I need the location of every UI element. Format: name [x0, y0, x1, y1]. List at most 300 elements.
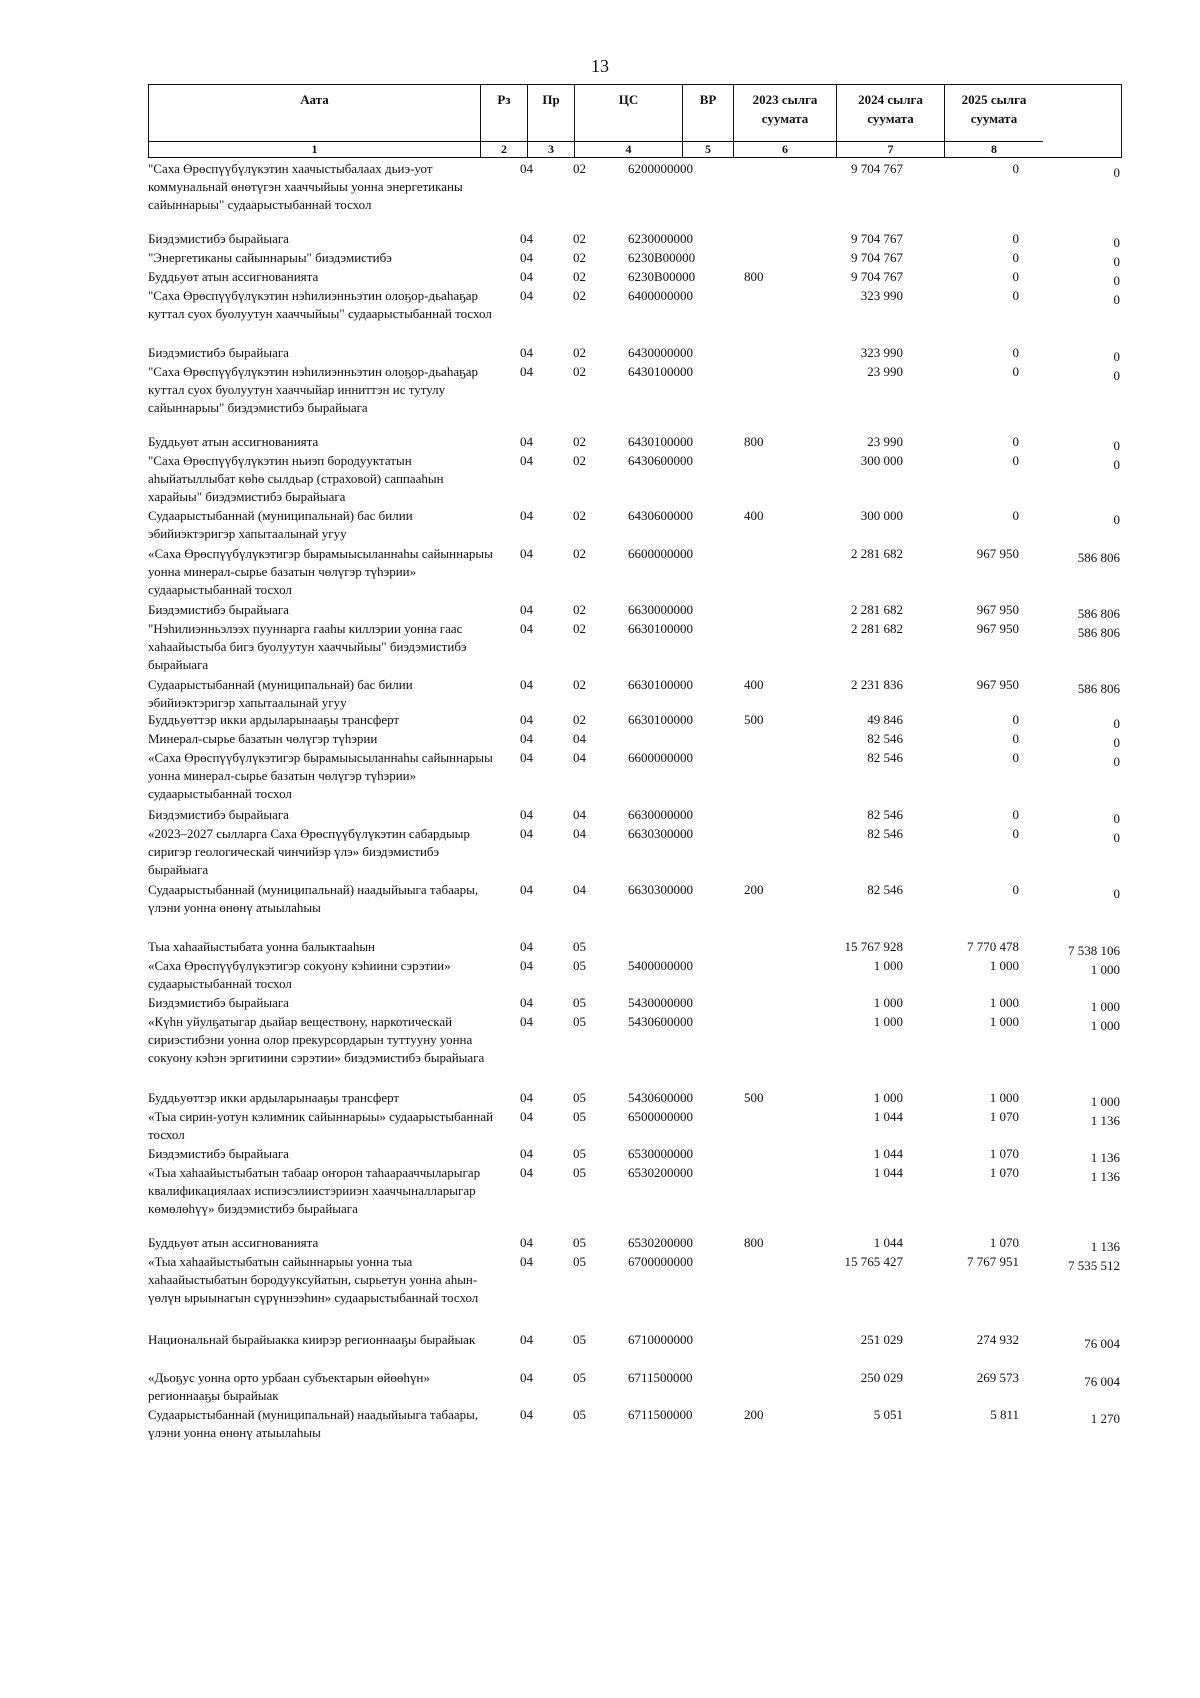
row-2024: 0	[1012, 453, 1019, 468]
header-cell	[837, 85, 945, 157]
row-name: «Саха Өрөспүүбүлүкэтигэр бырамыысыланнаһы сайыннарыы уонна минерал-сырье базатын чөлүгэр түһэрии» судаарыстыбаннай тосхол	[148, 750, 493, 801]
row-2025-value: 1 136	[1090, 1113, 1120, 1128]
row-cs: 5430600000	[628, 1090, 693, 1105]
row-2024: 0	[1012, 434, 1019, 449]
row-name: «Дьоҕус уонна орто урбаан субъектарын өйөөһүн» регионнааҕы бырайыак	[148, 1370, 430, 1403]
row-rz: 04	[520, 1254, 533, 1269]
table-row	[148, 676, 1122, 712]
row-rz: 04	[520, 939, 533, 954]
row-rz: 04	[520, 1407, 533, 1422]
row-name: Минерал-сырье базатын чөлүгэр түһэрии	[148, 731, 378, 746]
row-cs: 6630000000	[628, 602, 693, 617]
row-pr: 04	[573, 807, 586, 822]
row-rz: 04	[520, 1370, 533, 1385]
row-2023: 9 704 767	[851, 231, 903, 246]
row-rz: 04	[520, 364, 533, 379]
row-2024: 0	[1012, 269, 1019, 284]
row-pr: 02	[573, 602, 586, 617]
row-rz: 04	[520, 453, 533, 468]
row-2024: 1 000	[989, 1014, 1019, 1029]
row-cs: 6711500000	[628, 1407, 693, 1422]
row-2025-value: 0	[1113, 886, 1120, 901]
table-row	[148, 1253, 1122, 1307]
row-2024: 0	[1012, 826, 1019, 841]
row-vr: 500	[744, 1090, 764, 1105]
row-name: «Саха Өрөспүүбүлүкэтигэр бырамыысыланнаһы сайыннарыы уонна минерал-сырье базатын чөлүгэр түһэрии» судаарыстыбаннай тосхол	[148, 546, 493, 597]
row-name: Национальнай бырайыакка киирэр регионнааҕы бырайыак	[148, 1332, 476, 1347]
row-name: «Саха Өрөспүүбүлүкэтигэр сокуону кэһиини сэрэтии» судаарыстыбаннай тосхол	[148, 958, 451, 991]
header-column-number: 5	[683, 141, 733, 157]
row-2024: 967 950	[976, 621, 1019, 636]
header-column-number: 6	[734, 141, 836, 157]
row-name: Биэдэмистибэ бырайыага	[148, 1146, 289, 1161]
row-name: Биэдэмистибэ бырайыага	[148, 995, 289, 1010]
row-cs: 6200000000	[628, 161, 693, 176]
row-rz: 04	[520, 882, 533, 897]
row-name: «Тыа сирин-уотун кэлимник сайыннарыы» судаарыстыбаннай тосхол	[148, 1109, 494, 1142]
header-label: 2024 сылга суумата	[858, 92, 923, 126]
row-2023: 1 000	[873, 1090, 903, 1105]
header-cell	[734, 85, 837, 157]
row-pr: 04	[573, 750, 586, 765]
row-2025	[1023, 825, 1122, 879]
row-rz: 04	[520, 995, 533, 1010]
row-vr: 200	[744, 882, 764, 897]
row-2024: 1 070	[989, 1109, 1019, 1124]
row-2025-value: 586 806	[1077, 550, 1120, 565]
row-pr: 05	[573, 1407, 586, 1422]
table-row	[148, 507, 1122, 543]
row-cs: 6630100000	[628, 621, 693, 636]
row-name: Буддьуөт атын ассигнованията	[148, 434, 319, 449]
row-2023: 82 546	[867, 826, 903, 841]
row-name: Биэдэмистибэ бырайыага	[148, 345, 289, 360]
row-2023: 1 044	[873, 1146, 903, 1161]
row-2024: 0	[1012, 750, 1019, 765]
header-column-number: 7	[837, 141, 944, 157]
row-2025	[1023, 620, 1122, 674]
row-pr: 04	[573, 731, 586, 746]
table-header	[148, 84, 1122, 158]
page-number: 13	[591, 56, 609, 76]
row-2025	[1023, 1164, 1122, 1218]
row-rz: 04	[520, 231, 533, 246]
row-pr: 05	[573, 1090, 586, 1105]
row-name: Буддьуөт атын ассигнованията	[148, 269, 319, 284]
row-2025-value: 1 000	[1090, 1094, 1120, 1109]
row-2023: 323 990	[860, 288, 903, 303]
row-2025-value: 76 004	[1084, 1336, 1120, 1351]
table-row	[148, 1406, 1122, 1442]
row-vr	[734, 1164, 791, 1218]
row-cs: 6630300000	[628, 826, 693, 841]
header-column-number: 3	[528, 141, 574, 157]
row-rz: 04	[520, 958, 533, 973]
row-2024: 0	[1012, 712, 1019, 727]
row-cs: 6230В00000	[628, 250, 696, 265]
table-row	[148, 1331, 1122, 1353]
row-name: Судаарыстыбаннай (муниципальнай) наадыйыыга табаары, үлэни уонна өнөнү атыылаһыы	[148, 882, 479, 915]
row-cs: 6230000000	[628, 231, 693, 246]
table-row	[148, 1108, 1122, 1144]
row-rz: 04	[520, 621, 533, 636]
row-2025-value: 0	[1113, 292, 1120, 307]
row-2024: 1 000	[989, 1090, 1019, 1105]
row-2024: 1 000	[989, 958, 1019, 973]
row-rz: 04	[520, 345, 533, 360]
row-pr: 05	[573, 1235, 586, 1250]
row-pr: 05	[573, 1254, 586, 1269]
header-column-number: 8	[945, 141, 1043, 157]
row-2025	[1023, 1331, 1122, 1353]
row-vr	[734, 363, 791, 417]
header-column-number: 4	[575, 141, 682, 157]
row-pr: 04	[573, 826, 586, 841]
row-vr	[734, 1108, 791, 1144]
row-vr: 800	[744, 269, 764, 284]
table-row	[148, 287, 1122, 323]
row-vr: 400	[744, 508, 764, 523]
header-cell	[481, 85, 528, 157]
row-2025-value: 1 000	[1090, 1018, 1120, 1033]
row-cs: 6400000000	[628, 288, 693, 303]
row-cs: 6630000000	[628, 807, 693, 822]
row-rz: 04	[520, 546, 533, 561]
row-pr: 02	[573, 288, 586, 303]
row-vr	[734, 452, 791, 506]
row-2023: 82 546	[867, 750, 903, 765]
row-2024: 0	[1012, 161, 1019, 176]
row-2025-value: 7 538 106	[1068, 943, 1120, 958]
header-cell	[528, 85, 575, 157]
row-pr: 05	[573, 1332, 586, 1347]
row-pr: 02	[573, 677, 586, 692]
row-2023: 5 051	[873, 1407, 903, 1422]
row-2023: 2 281 682	[851, 602, 903, 617]
row-pr: 05	[573, 958, 586, 973]
row-2025-value: 586 806	[1077, 681, 1120, 696]
row-2025-value: 0	[1113, 735, 1120, 750]
row-pr: 05	[573, 1109, 586, 1124]
row-rz: 04	[520, 161, 533, 176]
row-2025	[1023, 1108, 1122, 1144]
row-rz: 04	[520, 826, 533, 841]
row-2024: 0	[1012, 288, 1019, 303]
row-pr: 02	[573, 364, 586, 379]
row-2023: 251 029	[860, 1332, 903, 1347]
row-rz: 04	[520, 1235, 533, 1250]
row-2025	[1023, 1013, 1122, 1067]
header-cell	[945, 85, 1043, 157]
row-2025-value: 0	[1113, 368, 1120, 383]
row-2025-value: 586 806	[1077, 625, 1120, 640]
row-2024: 0	[1012, 345, 1019, 360]
row-2024: 967 950	[976, 677, 1019, 692]
row-cs: 6600000000	[628, 546, 693, 561]
row-2024: 1 070	[989, 1146, 1019, 1161]
row-2023: 2 281 682	[851, 546, 903, 561]
row-rz: 04	[520, 731, 533, 746]
row-rz: 04	[520, 712, 533, 727]
row-rz: 04	[520, 434, 533, 449]
row-cs: 6530000000	[628, 1146, 693, 1161]
row-name: Судаарыстыбаннай (муниципальнай) наадыйыыга табаары, үлэни уонна өнөнү атыылаһыы	[148, 1407, 479, 1440]
row-vr	[734, 545, 791, 599]
row-cs: 6230В00000	[628, 269, 696, 284]
row-cs: 5430000000	[628, 995, 693, 1010]
header-cell	[149, 85, 481, 157]
row-vr	[734, 825, 791, 879]
header-label: ВР	[699, 92, 717, 107]
row-2024: 1 070	[989, 1235, 1019, 1250]
row-2025	[1023, 1253, 1122, 1307]
row-2024: 7 770 478	[967, 939, 1019, 954]
row-pr: 02	[573, 621, 586, 636]
row-cs: 6430100000	[628, 434, 693, 449]
row-pr: 05	[573, 1146, 586, 1161]
row-pr: 05	[573, 1014, 586, 1029]
header-label: Пр	[542, 92, 560, 107]
row-2025	[1023, 676, 1122, 712]
table-row	[148, 957, 1122, 993]
row-name: "Саха Өрөспүүбүлүкэтин нэһилиэнньэтин олоҕор-дьаһаҕар куттал суох буолуутун хааччыйыы" судаарыстыбаннай тосхол	[148, 288, 492, 321]
row-rz: 04	[520, 602, 533, 617]
row-vr	[734, 957, 791, 993]
row-2025-value: 1 136	[1090, 1169, 1120, 1184]
table-row	[148, 1369, 1122, 1405]
table-row	[148, 1164, 1122, 1218]
row-cs: 6430000000	[628, 345, 693, 360]
row-pr: 02	[573, 453, 586, 468]
row-2024: 0	[1012, 364, 1019, 379]
row-2025	[1023, 1406, 1122, 1442]
row-2023: 9 704 767	[851, 269, 903, 284]
row-vr: 800	[744, 1235, 764, 1250]
header-column-number: 2	[481, 141, 527, 157]
row-2023: 23 990	[867, 364, 903, 379]
table-row	[148, 160, 1122, 214]
row-2024: 967 950	[976, 546, 1019, 561]
row-2025-value: 0	[1113, 273, 1120, 288]
row-name: «Күһн уйулҕатыгар дьайар веществону, наркотическай сириэстибэни уонна олор прекурсордарын туттууну уонна сокуону кэһэн эргитиини сэрэтии» биэдэмистибэ бырайыага	[148, 1014, 485, 1065]
row-name: Буддьуөттэр икки ардыларынааҕы трансферт	[148, 1090, 400, 1105]
row-2023: 49 846	[867, 712, 903, 727]
row-vr	[734, 287, 791, 323]
row-2024: 0	[1012, 508, 1019, 523]
row-2024: 967 950	[976, 602, 1019, 617]
row-rz: 04	[520, 807, 533, 822]
row-2023: 15 765 427	[844, 1254, 903, 1269]
row-name: "Саха Өрөспүүбүлүкэтин ньиэп бородууктатын аһыйатыллыбат көһө сылдьар (страховой) саппааһын харайыы" биэдэмистибэ бырайыага	[148, 453, 444, 504]
row-name: "Нэһилиэнньэлээх пууннарга гааһы киллэрии уонна гаас хаһаайыстыба бигэ буолуутун хааччыйыы" биэдэмистибэ бырайыага	[148, 621, 467, 672]
row-cs: 6700000000	[628, 1254, 693, 1269]
row-2025-value: 7 535 512	[1068, 1258, 1120, 1273]
row-cs: 6710000000	[628, 1332, 693, 1347]
header-label: Аата	[300, 92, 329, 107]
row-pr: 02	[573, 345, 586, 360]
row-2023: 250 029	[860, 1370, 903, 1385]
row-2024: 269 573	[976, 1370, 1019, 1385]
row-2025-value: 0	[1113, 811, 1120, 826]
row-2024: 0	[1012, 731, 1019, 746]
row-2023: 1 044	[873, 1235, 903, 1250]
row-rz: 04	[520, 288, 533, 303]
row-cs: 6630100000	[628, 712, 693, 727]
header-cell	[575, 85, 683, 157]
row-2023: 2 281 682	[851, 621, 903, 636]
row-cs: 6530200000	[628, 1235, 693, 1250]
row-pr: 02	[573, 508, 586, 523]
row-2025	[1023, 507, 1122, 543]
row-rz: 04	[520, 250, 533, 265]
row-vr	[734, 1369, 791, 1405]
row-vr	[734, 620, 791, 674]
row-name: Биэдэмистибэ бырайыага	[148, 231, 289, 246]
row-vr	[734, 160, 791, 214]
row-pr: 02	[573, 434, 586, 449]
row-2025-value: 0	[1113, 512, 1120, 527]
row-2023: 1 044	[873, 1165, 903, 1180]
row-2024: 0	[1012, 882, 1019, 897]
row-name: Буддьуөт атын ассигнованията	[148, 1235, 319, 1250]
row-cs: 6600000000	[628, 750, 693, 765]
row-pr: 02	[573, 269, 586, 284]
row-2025	[1023, 1369, 1122, 1405]
row-2025-value: 0	[1113, 830, 1120, 845]
row-name: Биэдэмистибэ бырайыага	[148, 807, 289, 822]
row-cs: 6530200000	[628, 1165, 693, 1180]
row-2024: 1 070	[989, 1165, 1019, 1180]
row-name: Тыа хаһаайыстыбата уонна балыктааһын	[148, 939, 376, 954]
row-name: "Саха Өрөспүүбүлүкэтин нэһилиэнньэтин олоҕор-дьаһаҕар куттал суох буолуутун хааччыйар инниттэн ис тутулу сайыннарыы" биэдэмистибэ бырайыага	[148, 364, 479, 415]
row-2025-value: 0	[1113, 438, 1120, 453]
row-2025	[1023, 452, 1122, 506]
row-2023: 1 044	[873, 1109, 903, 1124]
row-name: Биэдэмистибэ бырайыага	[148, 602, 289, 617]
row-pr: 05	[573, 939, 586, 954]
row-2025-value: 0	[1113, 716, 1120, 731]
row-2024: 1 000	[989, 995, 1019, 1010]
row-cs: 6630300000	[628, 882, 693, 897]
row-cs: 6711500000	[628, 1370, 693, 1385]
row-vr: 800	[744, 434, 764, 449]
table-row	[148, 620, 1122, 674]
row-vr: 400	[744, 677, 764, 692]
header-label: ЦС	[618, 92, 639, 107]
header-cell	[683, 85, 734, 157]
row-cs: 6430100000	[628, 364, 693, 379]
row-2023: 9 704 767	[851, 250, 903, 265]
row-2025-value: 0	[1113, 235, 1120, 250]
row-2024: 7 767 951	[967, 1254, 1019, 1269]
row-cs: 6430600000	[628, 453, 693, 468]
table-row	[148, 881, 1122, 917]
row-cs: 5400000000	[628, 958, 693, 973]
row-2025-value: 0	[1113, 349, 1120, 364]
row-vr	[734, 1013, 791, 1067]
table-row	[148, 452, 1122, 506]
row-pr: 05	[573, 1165, 586, 1180]
row-rz: 04	[520, 1332, 533, 1347]
row-vr: 200	[744, 1407, 764, 1422]
row-2023: 15 767 928	[844, 939, 903, 954]
row-2025-value: 1 270	[1090, 1411, 1120, 1426]
header-label: 2023 сылга суумата	[752, 92, 818, 126]
row-2025-value: 586 806	[1077, 606, 1120, 621]
row-cs: 5430600000	[628, 1014, 693, 1029]
row-2024: 0	[1012, 250, 1019, 265]
row-2025-value: 0	[1113, 165, 1120, 180]
row-vr	[734, 1331, 791, 1353]
row-rz: 04	[520, 677, 533, 692]
row-rz: 04	[520, 508, 533, 523]
row-pr: 05	[573, 995, 586, 1010]
row-2023: 1 000	[873, 958, 903, 973]
header-column-number: 1	[149, 141, 480, 157]
row-2023: 82 546	[867, 807, 903, 822]
row-2025	[1023, 957, 1122, 993]
row-pr: 02	[573, 161, 586, 176]
row-name: «Тыа хаһаайыстыбатын сайыннарыы уонна тыа хаһаайыстыбатын бородууксуйатын, сырьетун уонна аһын-үөлүн ырыынагын сүрүннээһин» судаарыстыбаннай тосхол	[148, 1254, 479, 1305]
row-vr: 500	[744, 712, 764, 727]
header-label: Рз	[497, 92, 511, 107]
row-vr	[734, 1253, 791, 1307]
row-pr: 02	[573, 712, 586, 727]
row-vr	[734, 749, 791, 803]
row-2024: 0	[1012, 231, 1019, 246]
row-rz: 04	[520, 269, 533, 284]
row-2023: 23 990	[867, 434, 903, 449]
table-row	[148, 363, 1122, 417]
row-2025	[1023, 545, 1122, 599]
row-2023: 82 546	[867, 882, 903, 897]
row-rz: 04	[520, 750, 533, 765]
row-2025	[1023, 160, 1122, 214]
row-2025	[1023, 749, 1122, 803]
row-pr: 04	[573, 882, 586, 897]
row-2024: 274 932	[976, 1332, 1019, 1347]
row-cs: 6630100000	[628, 677, 693, 692]
row-2023: 300 000	[860, 453, 903, 468]
row-name: «2023–2027 сылларга Саха Өрөспүүбүлүкэтин сабардыыр сиригэр геологическай чинчийэр үлэ» биэдэмистибэ бырайыага	[148, 826, 470, 877]
row-2023: 323 990	[860, 345, 903, 360]
table-row	[148, 1013, 1122, 1067]
row-pr: 02	[573, 250, 586, 265]
row-rz: 04	[520, 1090, 533, 1105]
row-2025-value: 0	[1113, 457, 1120, 472]
table-row	[148, 545, 1122, 599]
row-2023: 2 231 836	[851, 677, 903, 692]
row-2023: 1 000	[873, 1014, 903, 1029]
row-pr: 02	[573, 231, 586, 246]
row-2025-value: 1 000	[1090, 962, 1120, 977]
row-cs: 6430600000	[628, 508, 693, 523]
table-row	[148, 749, 1122, 803]
row-name: "Энергетиканы сайыннарыы" биэдэмистибэ	[148, 250, 392, 265]
row-pr: 02	[573, 546, 586, 561]
row-2025-value: 1 136	[1090, 1239, 1120, 1254]
row-2025-value: 1 136	[1090, 1150, 1120, 1165]
row-2023: 9 704 767	[851, 161, 903, 176]
row-name: "Саха Өрөспүүбүлүкэтин хаачыстыбалаах дьиэ-уот коммунальнай өнөтүгэн хааччыйыы уонна энергетиканы сайыннарыы" судаарыстыбаннай тосхол	[148, 161, 463, 212]
row-name: Буддьуөттэр икки ардыларынааҕы трансферт	[148, 712, 400, 727]
row-2025-value: 1 000	[1090, 999, 1120, 1014]
row-2025	[1023, 363, 1122, 417]
row-rz: 04	[520, 1165, 533, 1180]
row-2025-value: 76 004	[1084, 1374, 1120, 1389]
row-name: Судаарыстыбаннай (муниципальнай) бас билии эбийиэктэригэр хапытаалынай угуу	[148, 677, 413, 710]
row-2025-value: 0	[1113, 254, 1120, 269]
